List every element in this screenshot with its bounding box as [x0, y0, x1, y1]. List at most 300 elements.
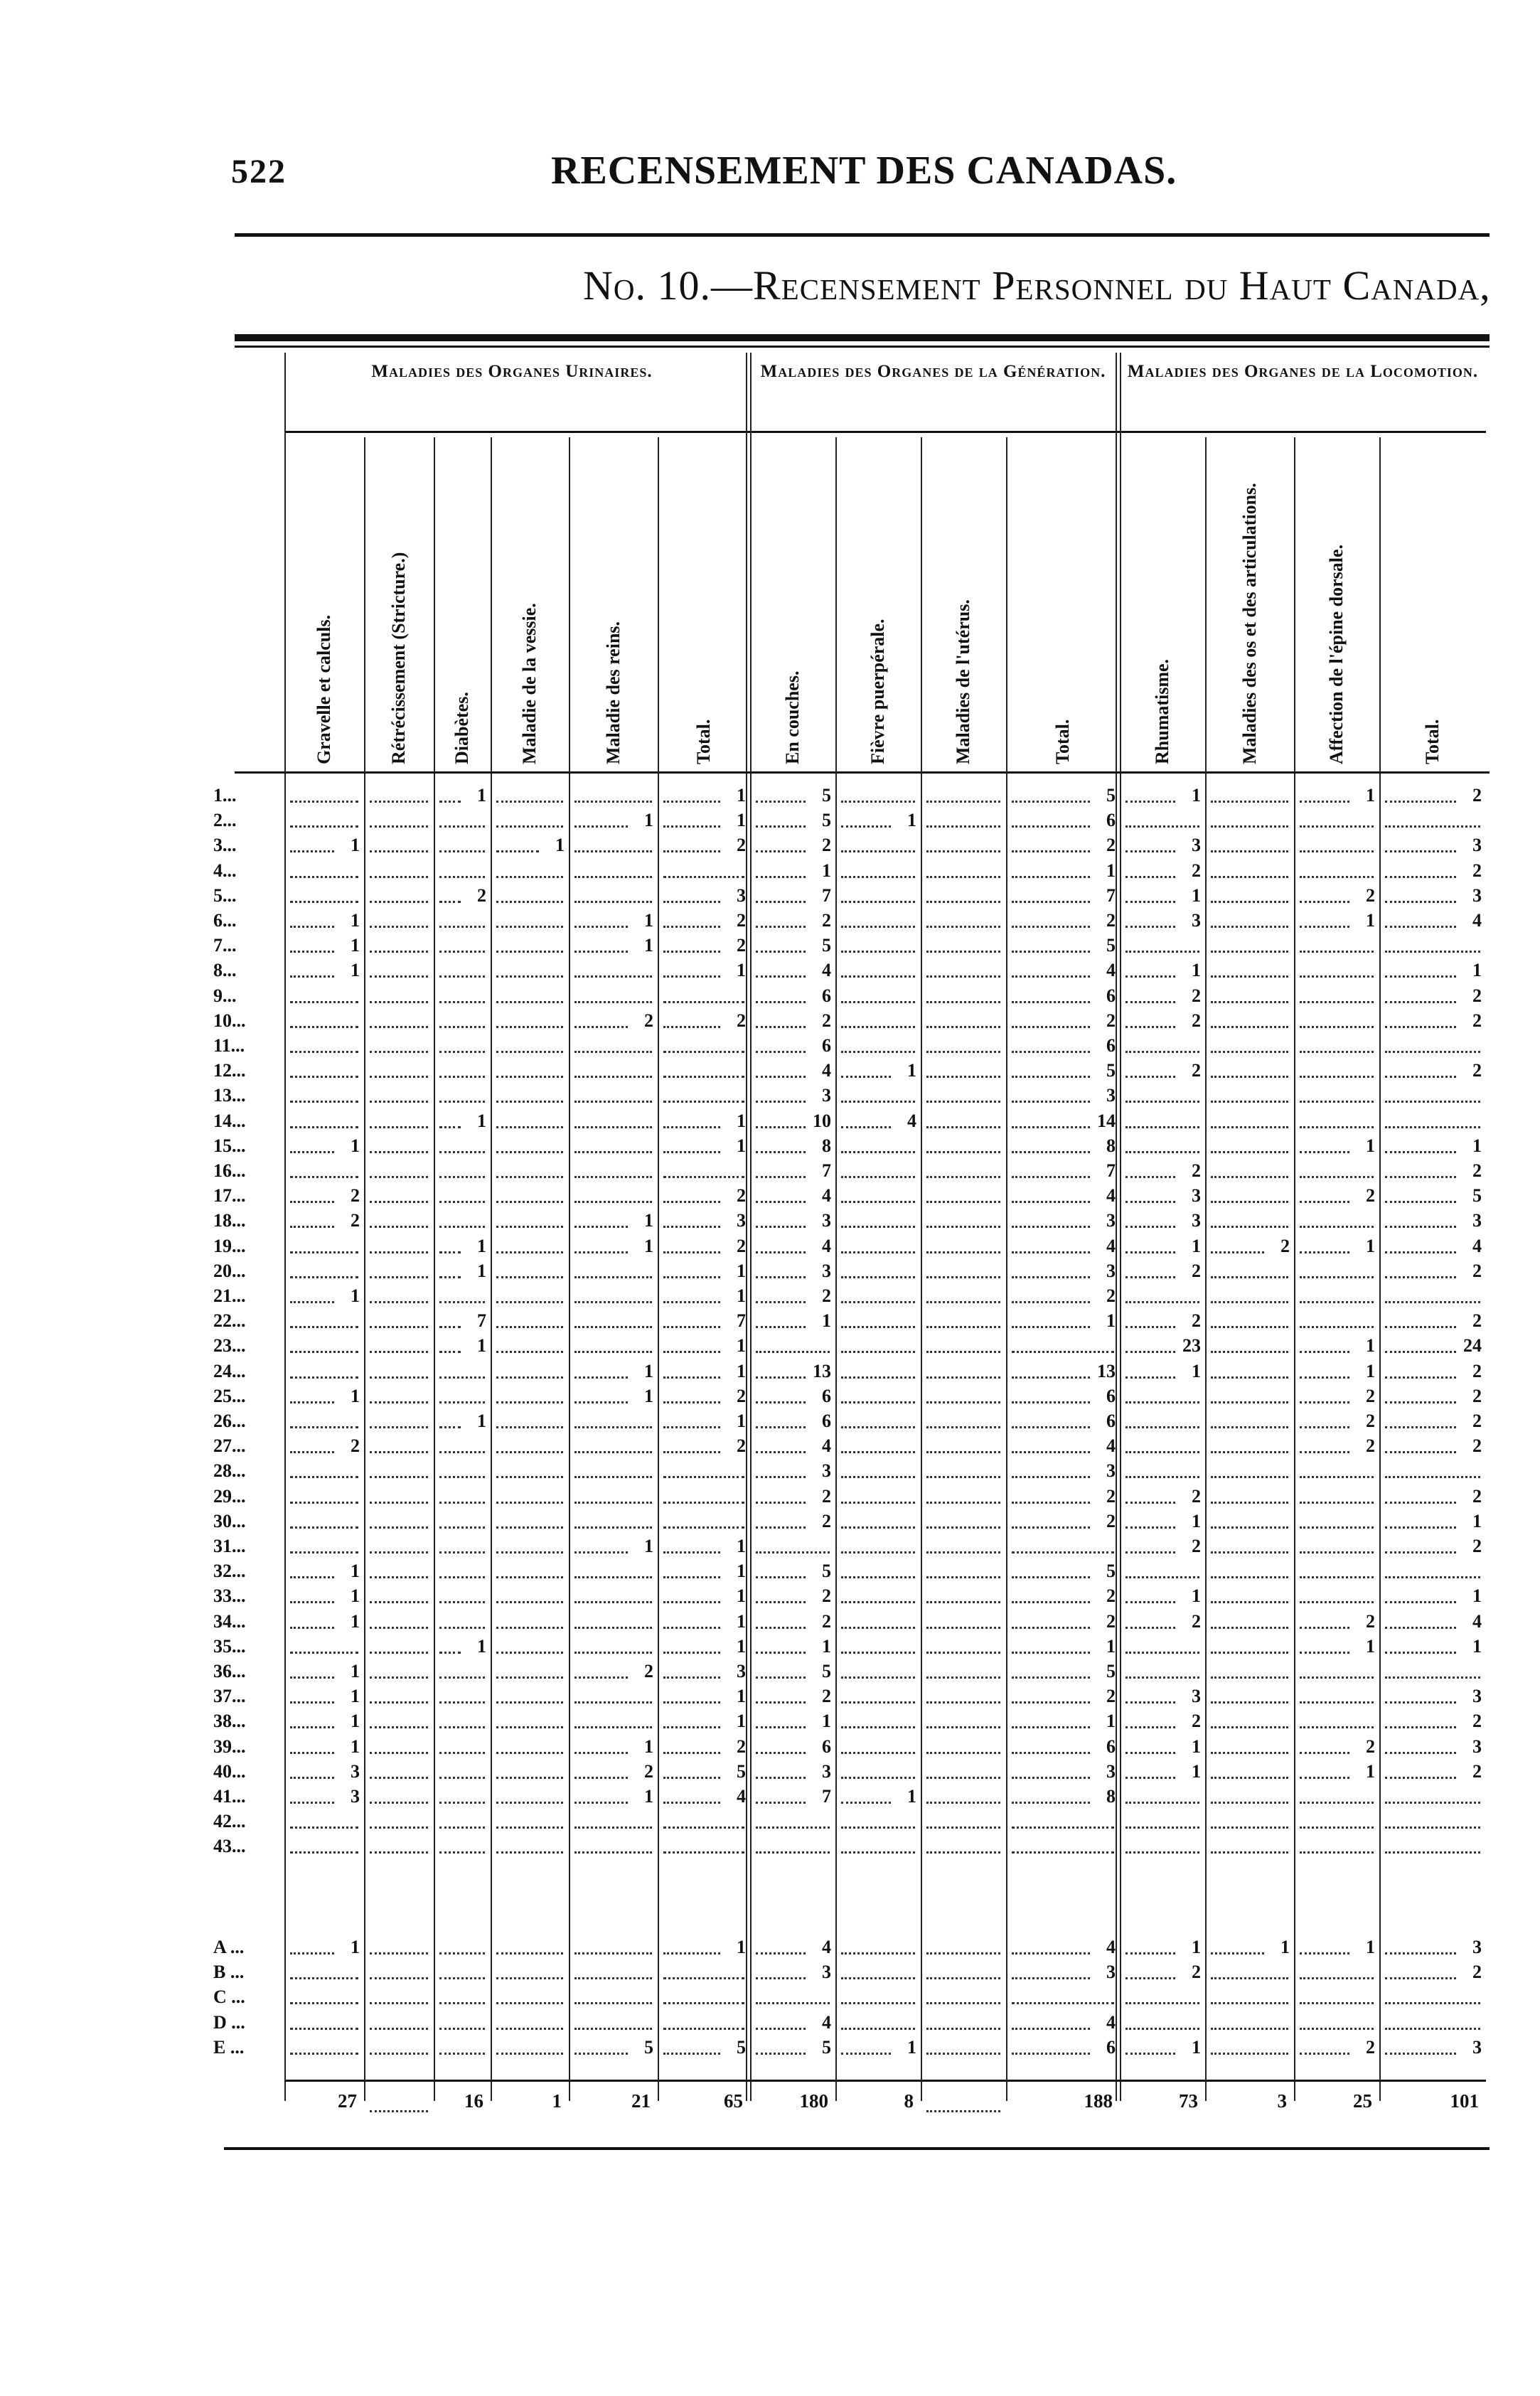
empty-cell-leader: [1385, 1301, 1480, 1303]
empty-cell-leader: [1211, 1176, 1288, 1178]
empty-cell-leader: [1211, 1627, 1288, 1629]
cell-leader: [1012, 1401, 1090, 1403]
empty-cell-leader: [439, 1401, 485, 1403]
empty-cell-leader: [496, 1326, 563, 1328]
empty-cell-leader: [439, 1701, 485, 1704]
cell-leader: [756, 1126, 806, 1128]
cell-leader: [663, 1777, 720, 1779]
table-cell: 5: [1106, 1060, 1116, 1081]
empty-cell-leader: [926, 1952, 1000, 1954]
empty-cell-leader: [439, 1627, 485, 1629]
empty-cell-leader: [1125, 1401, 1199, 1403]
column-divider: [364, 437, 365, 2101]
cell-leader: [1012, 1576, 1090, 1578]
empty-cell-leader: [574, 1001, 652, 1003]
table-cell: 1: [1366, 1135, 1375, 1156]
table-cell: 2: [737, 1010, 746, 1031]
table-cell: 1: [351, 1610, 360, 1632]
cell-leader: [1125, 1726, 1175, 1728]
cell-leader: [663, 801, 720, 803]
cell-leader: [439, 1351, 461, 1353]
empty-cell-leader: [439, 1526, 485, 1529]
empty-cell-leader: [1300, 1726, 1374, 1728]
empty-total-leader: [370, 2110, 428, 2112]
table-cell: 1: [644, 1360, 653, 1381]
empty-cell-leader: [1385, 1476, 1480, 1478]
empty-cell-leader: [1300, 876, 1374, 878]
table-cell: 14: [1097, 1110, 1116, 1131]
empty-cell-leader: [370, 1451, 428, 1453]
cell-leader: [663, 1276, 720, 1278]
empty-cell-leader: [370, 1226, 428, 1228]
row-label: 21...: [213, 1285, 246, 1306]
cell-leader: [663, 901, 720, 903]
table-cell: 2: [1472, 860, 1482, 881]
empty-cell-leader: [663, 1001, 744, 1003]
empty-cell-leader: [1300, 1701, 1374, 1704]
empty-cell-leader: [496, 926, 563, 928]
empty-cell-leader: [1125, 1426, 1199, 1428]
cell-leader: [290, 1201, 334, 1203]
cell-leader: [1125, 1526, 1175, 1529]
empty-cell-leader: [1012, 1551, 1114, 1553]
table-cell: 1: [1366, 785, 1375, 806]
empty-cell-leader: [1211, 1802, 1288, 1804]
empty-cell-leader: [1125, 1301, 1199, 1303]
empty-cell-leader: [1211, 1777, 1288, 1779]
row-label: 13...: [213, 1085, 246, 1106]
table-cell: 3: [822, 1260, 831, 1281]
cell-leader: [1125, 1201, 1175, 1203]
table-cell: 7: [822, 1160, 831, 1181]
empty-cell-leader: [496, 1576, 563, 1578]
cell-leader: [663, 1752, 720, 1754]
cell-leader: [1385, 1526, 1456, 1529]
empty-cell-leader: [841, 1301, 915, 1303]
table-cell: 1: [907, 2036, 916, 2058]
column-group-header: Maladies des Organes Urinaires.: [371, 362, 653, 381]
column-header: Maladie de la vessie.: [519, 603, 540, 764]
empty-cell-leader: [756, 2002, 830, 2004]
empty-cell-leader: [290, 1051, 358, 1053]
cell-leader: [1300, 1201, 1349, 1203]
empty-cell-leader: [926, 1526, 1000, 1529]
cell-leader: [1385, 1701, 1456, 1704]
table-cell: 3: [822, 1085, 831, 1106]
empty-cell-leader: [1211, 1151, 1288, 1153]
cell-leader: [1012, 1376, 1090, 1379]
table-cell: 2: [1192, 860, 1201, 881]
row-label: 19...: [213, 1235, 246, 1256]
table-cell: 8: [1106, 1135, 1116, 1156]
cell-leader: [756, 1627, 806, 1629]
cell-leader: [1385, 1502, 1456, 1504]
empty-cell-leader: [1211, 1726, 1288, 1728]
table-cell: 5: [1106, 935, 1116, 956]
empty-cell-leader: [574, 1451, 652, 1453]
cell-leader: [1385, 1652, 1456, 1654]
empty-cell-leader: [926, 1151, 1000, 1153]
cell-leader: [663, 1151, 720, 1153]
table-cell: 2: [1472, 1485, 1482, 1507]
empty-cell-leader: [496, 1226, 563, 1228]
empty-cell-leader: [290, 1851, 358, 1854]
cell-leader: [1125, 2053, 1175, 2055]
empty-cell-leader: [926, 1601, 1000, 1603]
empty-cell-leader: [926, 825, 1000, 828]
table-cell: 1: [351, 1661, 360, 1681]
table-cell: 2: [1472, 1360, 1482, 1381]
cell-leader: [756, 1276, 806, 1278]
empty-cell-leader: [841, 876, 915, 878]
table-cell: 2: [1106, 1285, 1116, 1306]
table-cell: 1: [477, 1335, 486, 1357]
table-cell: 4: [822, 960, 831, 981]
table-cell: 1: [1192, 1937, 1201, 1957]
empty-cell-leader: [1125, 1126, 1199, 1128]
table-top-rule-thin: [235, 346, 1490, 348]
table-cell: 1: [737, 1360, 746, 1381]
cell-leader: [290, 1752, 334, 1754]
total-cell: 21: [631, 2090, 651, 2112]
table-cell: 1: [1192, 1736, 1201, 1757]
table-cell: 2: [1472, 1711, 1482, 1732]
column-header: Gravelle et calculs.: [314, 614, 334, 764]
empty-cell-leader: [370, 1101, 428, 1103]
empty-cell-leader: [439, 1726, 485, 1728]
cell-leader: [1125, 1026, 1175, 1028]
empty-cell-leader: [1300, 1001, 1374, 1003]
column-header: Fièvre puerpérale.: [867, 619, 888, 764]
empty-cell-leader: [1211, 1502, 1288, 1504]
table-cell: 2: [1472, 985, 1482, 1006]
empty-cell-leader: [841, 1151, 915, 1153]
cell-leader: [1012, 1701, 1090, 1704]
empty-cell-leader: [496, 1101, 563, 1103]
empty-cell-leader: [439, 1101, 485, 1103]
table-cell: 2: [1366, 884, 1375, 906]
table-cell: 1: [737, 1110, 746, 1131]
empty-cell-leader: [841, 1627, 915, 1629]
empty-cell-leader: [290, 2002, 358, 2004]
empty-cell-leader: [370, 1802, 428, 1804]
cell-leader: [574, 1226, 628, 1228]
table-cell: 2: [1192, 1160, 1201, 1181]
cell-leader: [1125, 1701, 1175, 1704]
column-header: Maladies des os et des articulations.: [1239, 483, 1260, 764]
empty-cell-leader: [496, 1476, 563, 1478]
cell-leader: [1300, 901, 1349, 903]
table-cell: 13: [813, 1360, 831, 1381]
empty-cell-leader: [1211, 801, 1288, 803]
empty-cell-leader: [926, 1777, 1000, 1779]
empty-cell-leader: [370, 1851, 428, 1854]
empty-cell-leader: [370, 1376, 428, 1379]
empty-cell-leader: [926, 1401, 1000, 1403]
table-cell: 3: [1192, 1210, 1201, 1231]
table-cell: 1: [737, 810, 746, 831]
table-cell: 1: [1472, 1585, 1482, 1607]
cell-leader: [756, 1726, 806, 1728]
empty-cell-leader: [841, 1001, 915, 1003]
cell-leader: [1125, 1777, 1175, 1779]
total-cell: 8: [904, 2090, 914, 2112]
table-cell: 1: [737, 1711, 746, 1732]
cell-leader: [1300, 1351, 1349, 1353]
empty-cell-leader: [496, 1351, 563, 1353]
empty-cell-leader: [1125, 1652, 1199, 1654]
table-cell: 2: [1106, 835, 1116, 856]
column-header: Maladie des reins.: [602, 621, 624, 764]
empty-cell-leader: [1300, 1676, 1374, 1679]
empty-cell-leader: [439, 1676, 485, 1679]
cell-leader: [439, 1326, 461, 1328]
table-cell: 6: [1106, 2036, 1116, 2058]
empty-cell-leader: [574, 1476, 652, 1478]
cell-leader: [290, 975, 334, 978]
table-title: No. 10.—Recensement Personnel du Haut Canada,: [583, 262, 1491, 309]
row-label: 42...: [213, 1811, 246, 1832]
cell-leader: [1012, 1802, 1090, 1804]
table-cell: 8: [822, 1135, 831, 1156]
empty-cell-leader: [370, 1627, 428, 1629]
empty-cell-leader: [1300, 1126, 1374, 1128]
empty-cell-leader: [841, 1551, 915, 1553]
cell-leader: [841, 1076, 891, 1078]
table-cell: 4: [822, 1937, 831, 1957]
table-cell: 1: [1472, 1135, 1482, 1156]
table-cell: 4: [822, 1235, 831, 1256]
row-label: 17...: [213, 1185, 246, 1207]
table-cell: 2: [1472, 1435, 1482, 1457]
table-cell: 1: [351, 960, 360, 981]
table-cell: 3: [737, 884, 746, 906]
empty-cell-leader: [1211, 1851, 1288, 1854]
empty-cell-leader: [841, 2002, 915, 2004]
empty-cell-leader: [926, 1977, 1000, 1979]
empty-cell-leader: [290, 2028, 358, 2030]
table-cell: 1: [477, 785, 486, 806]
empty-cell-leader: [370, 1351, 428, 1353]
empty-cell-leader: [841, 951, 915, 953]
cell-leader: [756, 1426, 806, 1428]
empty-cell-leader: [1211, 2028, 1288, 2030]
empty-cell-leader: [926, 2053, 1000, 2055]
table-cell: 7: [822, 884, 831, 906]
empty-cell-leader: [496, 1401, 563, 1403]
table-cell: 2: [737, 835, 746, 856]
empty-cell-leader: [1125, 1851, 1199, 1854]
table-cell: 1: [737, 1585, 746, 1607]
empty-cell-leader: [439, 1376, 485, 1379]
cell-leader: [1012, 951, 1090, 953]
empty-cell-leader: [1300, 850, 1374, 852]
empty-cell-leader: [439, 975, 485, 978]
table-cell: 2: [822, 1686, 831, 1707]
empty-cell-leader: [1385, 1051, 1480, 1053]
empty-cell-leader: [841, 1376, 915, 1379]
table-cell: 1: [644, 1210, 653, 1231]
empty-cell-leader: [370, 1151, 428, 1153]
row-label: 33...: [213, 1585, 246, 1607]
empty-cell-leader: [290, 1001, 358, 1003]
empty-cell-leader: [926, 1301, 1000, 1303]
empty-cell-leader: [1125, 1051, 1199, 1053]
table-cell: 1: [1366, 1760, 1375, 1782]
empty-cell-leader: [926, 1201, 1000, 1203]
empty-cell-leader: [841, 1401, 915, 1403]
cell-leader: [663, 1726, 720, 1728]
empty-cell-leader: [290, 1551, 358, 1553]
row-label: 28...: [213, 1460, 246, 1482]
empty-cell-leader: [1300, 1101, 1374, 1103]
cell-leader: [1300, 1401, 1349, 1403]
empty-cell-leader: [439, 1176, 485, 1178]
column-divider: [569, 437, 570, 2101]
empty-cell-leader: [574, 1276, 652, 1278]
cell-leader: [1012, 1251, 1090, 1253]
empty-cell-leader: [841, 1851, 915, 1854]
table-cell: 7: [737, 1310, 746, 1332]
table-cell: 3: [1472, 835, 1482, 856]
table-cell: 2: [737, 1235, 746, 1256]
table-cell: 1: [351, 1736, 360, 1757]
cell-leader: [756, 1376, 806, 1379]
row-label: 18...: [213, 1210, 246, 1231]
cell-leader: [1385, 2053, 1456, 2055]
cell-leader: [756, 1326, 806, 1328]
empty-cell-leader: [496, 901, 563, 903]
empty-cell-leader: [1300, 1977, 1374, 1979]
table-cell: 7: [1106, 884, 1116, 906]
empty-cell-leader: [663, 2002, 744, 2004]
table-cell: 3: [1106, 1085, 1116, 1106]
empty-cell-leader: [841, 1476, 915, 1478]
total-cell: 16: [464, 2090, 483, 2112]
empty-cell-leader: [1211, 1026, 1288, 1028]
empty-cell-leader: [1211, 2053, 1288, 2055]
table-cell: 3: [822, 1210, 831, 1231]
empty-cell-leader: [574, 1576, 652, 1578]
table-cell: 2: [1366, 1736, 1375, 1757]
cell-leader: [1012, 1777, 1090, 1779]
empty-cell-leader: [439, 1451, 485, 1453]
empty-cell-leader: [1300, 1827, 1374, 1829]
table-cell: 2: [1366, 1411, 1375, 1431]
cell-leader: [841, 1126, 891, 1128]
page-number: 522: [231, 153, 287, 191]
column-divider: [491, 437, 492, 2101]
cell-leader: [756, 876, 806, 878]
empty-cell-leader: [574, 1176, 652, 1178]
table-cell: 2: [1472, 1760, 1482, 1782]
empty-cell-leader: [841, 1526, 915, 1529]
empty-cell-leader: [663, 1101, 744, 1103]
empty-cell-leader: [370, 1676, 428, 1679]
table-cell: 1: [737, 1686, 746, 1707]
empty-cell-leader: [841, 1451, 915, 1453]
column-group-header: Maladies des Organes de la Locomotion.: [1127, 362, 1479, 381]
cell-leader: [290, 1676, 334, 1679]
empty-cell-leader: [926, 951, 1000, 953]
table-cell: 1: [1280, 1937, 1290, 1957]
cell-leader: [756, 1502, 806, 1504]
column-divider: [1379, 437, 1381, 2101]
empty-cell-leader: [439, 1151, 485, 1153]
empty-cell-leader: [841, 1752, 915, 1754]
table-cell: 3: [1192, 910, 1201, 931]
cell-leader: [574, 1551, 628, 1553]
cell-leader: [1385, 801, 1456, 803]
empty-cell-leader: [756, 1351, 830, 1353]
empty-cell-leader: [574, 1627, 652, 1629]
table-cell: 1: [1106, 860, 1116, 881]
empty-cell-leader: [663, 2028, 744, 2030]
table-cell: 3: [351, 1786, 360, 1807]
empty-cell-leader: [1211, 876, 1288, 878]
cell-leader: [756, 926, 806, 928]
empty-cell-leader: [926, 1551, 1000, 1553]
cell-leader: [1012, 926, 1090, 928]
table-cell: 2: [1192, 985, 1201, 1006]
cell-leader: [1385, 1351, 1456, 1353]
empty-cell-leader: [496, 1051, 563, 1053]
empty-cell-leader: [370, 1601, 428, 1603]
column-divider-double: [746, 353, 752, 2101]
empty-cell-leader: [574, 1326, 652, 1328]
empty-cell-leader: [1211, 1426, 1288, 1428]
empty-cell-leader: [574, 801, 652, 803]
cell-leader: [756, 1151, 806, 1153]
empty-cell-leader: [926, 926, 1000, 928]
table-cell: 5: [737, 2036, 746, 2058]
table-cell: 6: [822, 1035, 831, 1056]
empty-cell-leader: [439, 2053, 485, 2055]
cell-leader: [1300, 1627, 1349, 1629]
cell-leader: [1012, 1051, 1090, 1053]
row-label: 10...: [213, 1010, 246, 1031]
table-cell: 1: [737, 1937, 746, 1957]
empty-cell-leader: [290, 901, 358, 903]
table-cell: 2: [737, 1435, 746, 1457]
cell-leader: [1300, 1652, 1349, 1654]
table-cell: 2: [644, 1661, 653, 1681]
table-bottom-rule: [224, 2147, 1490, 2150]
row-label: 6...: [213, 910, 237, 931]
cell-leader: [439, 1426, 461, 1428]
empty-cell-leader: [1300, 1802, 1374, 1804]
cell-leader: [290, 1777, 334, 1779]
empty-cell-leader: [1300, 1576, 1374, 1578]
table-cell: 2: [1106, 1010, 1116, 1031]
empty-cell-leader: [1211, 1351, 1288, 1353]
empty-cell-leader: [496, 1251, 563, 1253]
empty-cell-leader: [1125, 1576, 1199, 1578]
empty-cell-leader: [574, 901, 652, 903]
table-cell: 2: [1280, 1235, 1290, 1256]
total-cell: 65: [724, 2090, 743, 2112]
cell-leader: [1125, 1351, 1175, 1353]
column-divider: [284, 353, 286, 2101]
table-cell: 6: [822, 1736, 831, 1757]
empty-cell-leader: [1211, 1001, 1288, 1003]
empty-cell-leader: [370, 1401, 428, 1403]
empty-cell-leader: [496, 825, 563, 828]
cell-leader: [1012, 1226, 1090, 1228]
empty-cell-leader: [1211, 926, 1288, 928]
column-divider: [835, 437, 837, 2101]
empty-cell-leader: [290, 1652, 358, 1654]
